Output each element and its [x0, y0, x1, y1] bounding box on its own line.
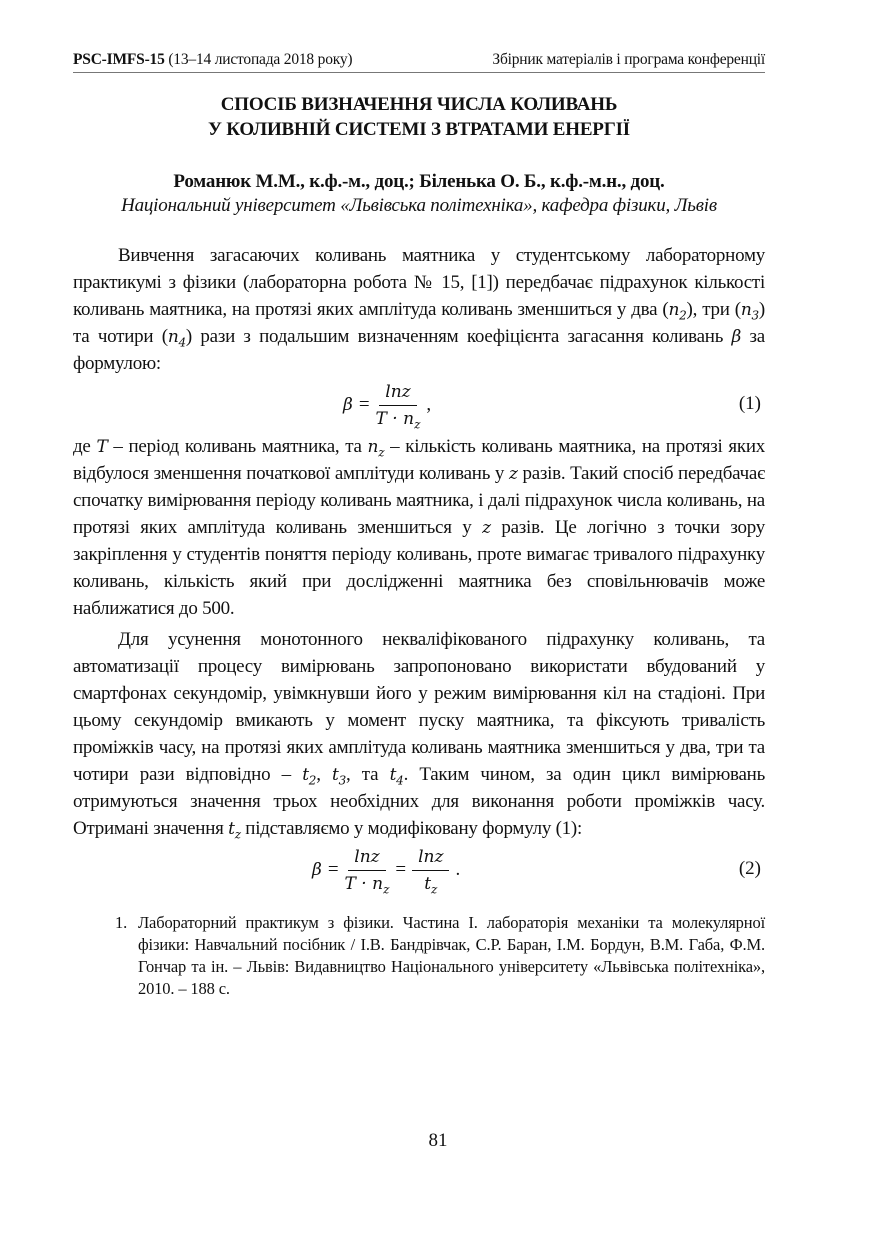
paragraph-3 — [73, 626, 765, 842]
text: , та — [345, 764, 390, 785]
page-column — [73, 50, 765, 1000]
paragraph-1 — [73, 242, 765, 377]
equals: = — [395, 859, 407, 880]
authors: Романюк М.М., к.ф.-м., доц.; Біленька О. Б., к.ф.-м.н., доц. — [173, 171, 665, 192]
text: за формулою: — [73, 326, 765, 374]
text: – кількість коливань маятника, на протязі яких відбулося зменшення початкової амплітуди коливань у — [73, 436, 765, 484]
header-left — [73, 50, 352, 69]
equation-number: (2) — [738, 858, 761, 879]
equals: = — [327, 859, 339, 880]
article-title — [73, 92, 765, 142]
text: – період коливань маятника, та — [107, 436, 368, 457]
comma: , — [426, 394, 432, 415]
reference-text: Лабораторний практикум з фізики. Частина І. лабораторія механіки та молекулярної фізики: Навчальний посібник / І.В. Бандрівчак, С.Р. Баран, І.М. Бордун, В.М. Габа, Ф.М. Гончар та ін. – Львів: Видавництво Національного університету «Львівська політехніка», 2010. – 188 с. — [138, 913, 765, 998]
text: Для усунення монотонного некваліфікованого підрахунку коливань, та автоматизації процесу вимірювань запропоновано використати вбудований у смартфонах секундомір, увімкнувши його у режим вимірювання кіл на стадіоні. При цьому секундомір вмикають у момент пуску маятника, та фіксують тривалість проміжків часу, на протязі яких амплітуда коливань маятника зменшиться у два, три та чотири рази відповідно – — [73, 629, 765, 785]
fraction — [345, 846, 390, 895]
conference-dates: (13–14 листопада 2018 року) — [168, 51, 353, 68]
math-z: z — [508, 464, 518, 484]
reference-number: 1. — [115, 913, 128, 932]
page-number: 81 — [428, 1130, 448, 1151]
math-beta: β — [731, 327, 742, 347]
text: разів. Це логічно з точки зору закріплення у студентів поняття періоду коливань, проте вимагає тривалого підрахунку коливань, кількість який при дослідженні маятника без сповільнювачів може наближатися до 500. — [73, 517, 765, 619]
denominator: $t_z$ — [424, 873, 438, 896]
math-n2: $n_2$ — [668, 300, 687, 323]
numerator: lnz — [348, 846, 385, 871]
math-nz: $n_z$ — [367, 437, 385, 460]
conference-code: PSC-IMFS-15 — [73, 51, 165, 68]
text: Вивчення загасаючих коливань маятника у студентському лабораторному практикумі з фізики (лабораторна робота № 15, [1]) передбачає підрахунок кількості коливань маятника, на протязі яких амплітуда коливань зменшиться у два ( — [73, 245, 765, 320]
text: разів. Такий спосіб передбачає спочатку вимірювання періоду коливань маятника, і далі підрахунок числа коливань, на протязі яких амплітуда коливань зменшиться у — [73, 463, 765, 538]
paragraph-2 — [73, 433, 765, 622]
equation-2: β = $\frac{\ln z}{T \cdot n_z}$ = $\frac{\ln z}{t_z}$ . (2) — [312, 846, 761, 896]
math-tz: $t_z$ — [228, 819, 241, 842]
text: ) та чотири ( — [73, 299, 765, 347]
affiliation: Національний університет «Львівська політехніка», кафедра фізики, Львів — [121, 195, 717, 216]
math-n3: $n_3$ — [740, 300, 759, 323]
math-t4: $t_4$ — [389, 765, 404, 788]
math-T: T — [96, 437, 108, 457]
equation-number: (1) — [738, 393, 761, 414]
text: ), три ( — [686, 299, 741, 320]
text: . Таким чином, за один цикл вимірювань отримуються значення трьох необхідних для виконання роботи проміжків часу. Отримані значення — [73, 764, 766, 839]
math-n4: $n_4$ — [167, 327, 186, 350]
title-line-1: СПОСІБ ВИЗНАЧЕННЯ ЧИСЛА КОЛИВАНЬ — [220, 94, 618, 115]
numerator: lnz — [379, 381, 416, 406]
title-line-2: У КОЛИВНІЙ СИСТЕМІ З ВТРАТАМИ ЕНЕРГІЇ — [207, 119, 630, 140]
equals: = — [358, 394, 370, 415]
header-collection: Збірник матеріалів і програма конференції — [492, 51, 765, 68]
period: . — [455, 859, 461, 880]
text: ) рази з подальшим визначенням коефіцієнта загасання коливань — [185, 326, 732, 347]
denominator: $T \cdot n_z$ — [344, 873, 390, 896]
math-z: z — [482, 518, 491, 538]
fraction — [412, 846, 449, 895]
text: підставляємо у модифіковану формулу (1): — [240, 818, 583, 839]
denominator: $T \cdot n_z$ — [375, 408, 421, 431]
text: , — [316, 764, 332, 785]
fraction — [376, 381, 421, 430]
text: де — [73, 436, 97, 457]
numerator: lnz — [412, 846, 449, 871]
reference-item — [115, 912, 765, 1000]
running-header — [73, 50, 765, 73]
equation-1: β = $\frac{\ln z}{T \cdot n_z}$ , (1) — [343, 381, 761, 431]
math-t3: $t_3$ — [332, 765, 346, 788]
math-t2: $t_2$ — [302, 765, 317, 788]
